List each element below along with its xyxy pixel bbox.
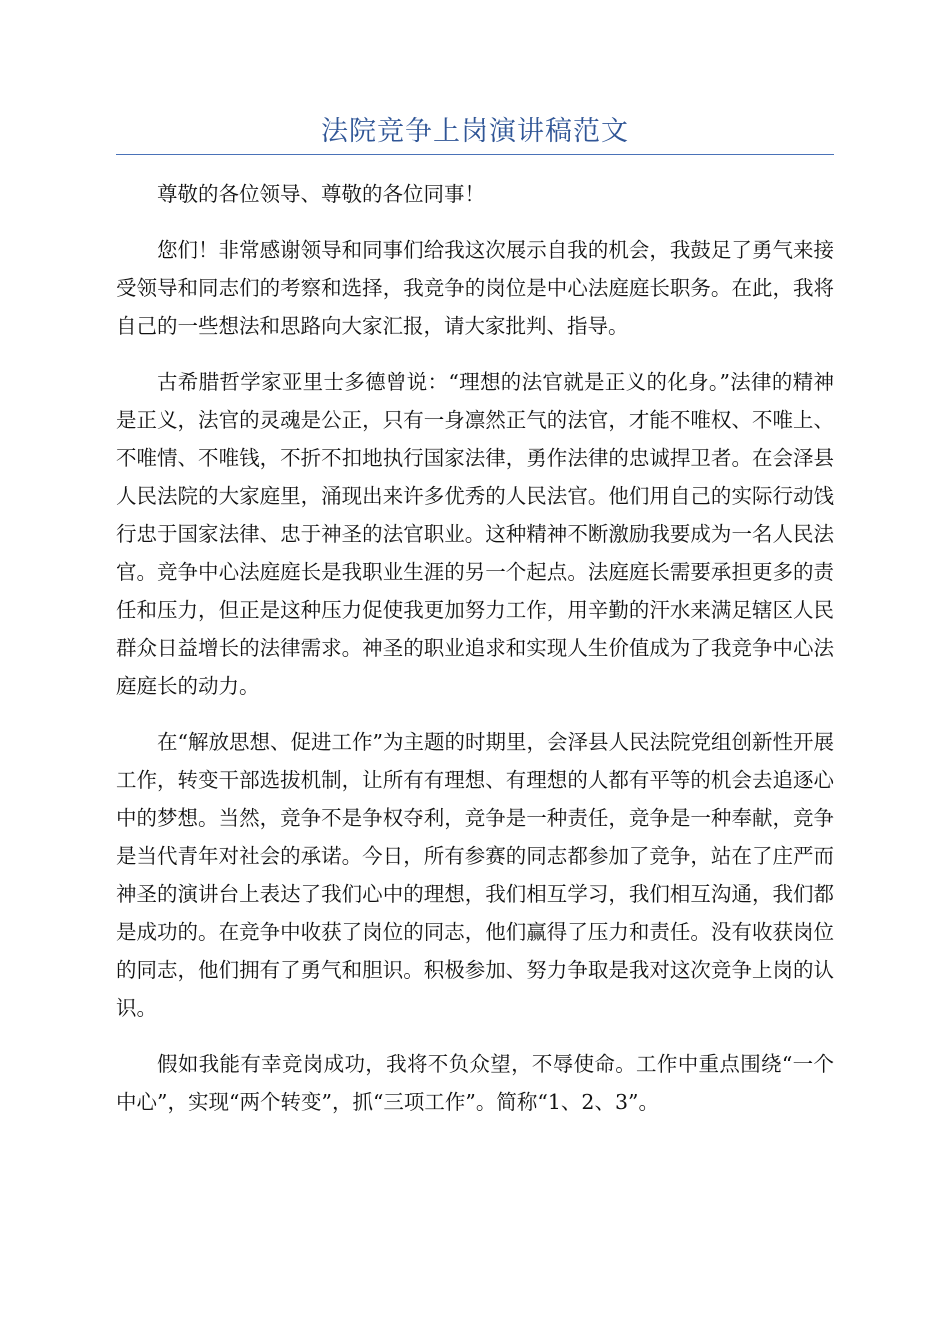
document-body: [116, 175, 834, 1139]
paragraph-aristotle: 古希腊哲学家亚里士多德曾说：“理想的法官就是正义的化身。”法律的精神是正义，法官的灵魂是公正，只有一身凛然正气的法官，才能不唯权、不唯上、不唯情、不唯钱，不折不扣地执行国家法律，勇作法律的忠诚捍卫者。在会泽县人民法院的大家庭里，涌现出来许多优秀的人民法官。他们用自己的实际行动饯行忠于国家法律、忠于神圣的法官职业。这种精神不断激励我要成为一名人民法官。竞争中心法庭庭长是我职业生涯的另一个起点。法庭庭长需要承担更多的责任和压力，但正是这种压力促使我更加努力工作，用辛勤的汗水来满足辖区人民群众日益增长的法律需求。神圣的职业追求和实现人生价值成为了我竞争中心法庭庭长的动力。: [116, 370, 834, 698]
title-underline: [116, 154, 834, 155]
paragraph-competition: 在“解放思想、促进工作”为主题的时期里，会泽县人民法院党组创新性开展工作，转变干部选拔机制，让所有有理想、有理想的人都有平等的机会去追逐心中的梦想。当然，竞争不是争权夺利，竞争是一种责任，竞争是一种奉献，竞争是当代青年对社会的承诺。今日，所有参赛的同志都参加了竞争，站在了庄严而神圣的演讲台上表达了我们心中的理想，我们相互学习，我们相互沟通，我们都是成功的。在竞争中收获了岗位的同志，他们赢得了压力和责任。没有收获岗位的同志，他们拥有了勇气和胆识。积极参加、努力争取是我对这次竞争上岗的认识。: [116, 730, 834, 1020]
document-title: 法院竞争上岗演讲稿范文: [321, 116, 629, 147]
paragraph-salutation: 尊敬的各位领导、尊敬的各位同事！: [157, 182, 485, 206]
paragraph-opening: 您们！非常感谢领导和同事们给我这次展示自我的机会，我鼓足了勇气来接受领导和同志们的考察和选择，我竞争的岗位是中心法庭庭长职务。在此，我将自己的一些想法和思路向大家汇报，请大家批判、指导。: [116, 238, 834, 338]
paragraph-plan: 假如我能有幸竞岗成功，我将不负众望，不辱使命。工作中重点围绕“一个中心”，实现“两个转变”，抓“三项工作”。简称“1、2、3”。: [116, 1052, 834, 1114]
